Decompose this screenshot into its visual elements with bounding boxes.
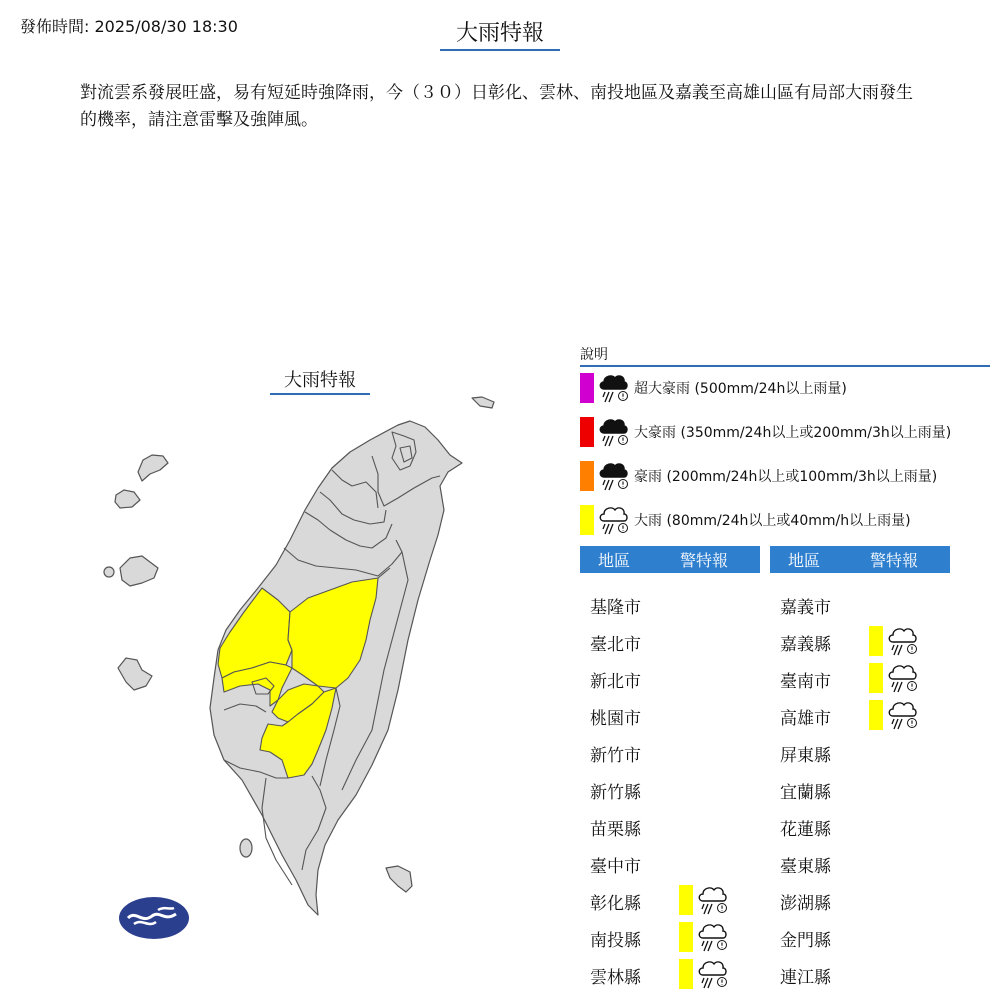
warning-swatch <box>679 922 693 952</box>
warning-description: 對流雲系發展旺盛，易有短延時強降雨，今（３０）日彰化、雲林、南投地區及嘉義至高雄山區有局部大雨發生的機率，請注意雷擊及強陣風。 <box>80 83 913 130</box>
region-name: 金門縣 <box>780 931 831 951</box>
legend-label: 大雨 (80mm/24h以上或40mm/h以上雨量) <box>634 513 911 529</box>
legend-item <box>580 373 847 403</box>
warning-swatch <box>869 663 883 693</box>
rain-outline-icon <box>887 663 919 693</box>
legend-item <box>580 417 951 447</box>
column-header-warning: 警特報 <box>680 551 729 570</box>
legend-label: 豪雨 (200mm/24h以上或100mm/3h以上雨量) <box>634 469 938 485</box>
column-header-region: 地區 <box>788 551 821 570</box>
penghu-small-1 <box>115 490 140 508</box>
penghu-islands <box>120 556 158 586</box>
region-name: 新竹縣 <box>590 783 641 803</box>
lanyu-island <box>386 866 412 892</box>
region-name: 彰化縣 <box>590 894 641 914</box>
legend-color-swatch <box>580 461 594 491</box>
legend-color-swatch <box>580 505 594 535</box>
legend-label: 大豪雨 (350mm/24h以上或200mm/3h以上雨量) <box>634 425 952 441</box>
guishan-island <box>472 397 494 408</box>
heavy-rain-dark-icon <box>598 461 630 491</box>
region-name: 苗栗縣 <box>590 820 641 840</box>
page-title: 大雨特報 <box>440 16 560 51</box>
region-name: 基隆市 <box>590 598 641 618</box>
map-title: 大雨特報 <box>270 366 370 395</box>
region-name: 高雄市 <box>780 709 831 729</box>
heavy-rain-dark-icon <box>598 417 630 447</box>
heavy-rain-dark-icon <box>598 373 630 403</box>
region-name: 澎湖縣 <box>780 894 831 914</box>
region-name: 新北市 <box>590 672 641 692</box>
cwa-logo <box>118 896 190 940</box>
region-name: 宜蘭縣 <box>780 783 831 803</box>
table-header-left <box>580 546 760 573</box>
region-name: 南投縣 <box>590 931 641 951</box>
table-header-right <box>770 546 950 573</box>
issue-time: 發佈時間: 2025/08/30 18:30 <box>20 17 238 36</box>
rain-outline-icon <box>697 959 729 989</box>
warning-swatch <box>869 700 883 730</box>
rain-outline-icon <box>887 626 919 656</box>
penghu-south <box>118 658 152 690</box>
rain-outline-icon <box>598 505 630 535</box>
region-name: 雲林縣 <box>590 968 641 988</box>
rain-outline-icon <box>697 885 729 915</box>
region-name: 連江縣 <box>780 968 831 988</box>
column-header-warning: 警特報 <box>870 551 919 570</box>
rain-outline-icon <box>887 700 919 730</box>
warning-swatch <box>869 626 883 656</box>
region-name: 嘉義縣 <box>780 635 831 655</box>
legend-item <box>580 461 937 491</box>
taiwan-warning-map <box>90 390 510 930</box>
legend-item <box>580 505 911 535</box>
penghu-small-2 <box>104 567 114 577</box>
legend-header: 說明 <box>580 344 990 367</box>
region-name: 嘉義市 <box>780 598 831 618</box>
region-name: 屏東縣 <box>780 746 831 766</box>
region-name: 臺北市 <box>590 635 641 655</box>
warning-swatch <box>679 885 693 915</box>
legend-color-swatch <box>580 373 594 403</box>
warning-swatch <box>679 959 693 989</box>
region-name: 臺中市 <box>590 857 641 877</box>
legend-label: 超大豪雨 (500mm/24h以上雨量) <box>634 381 847 397</box>
column-header-region: 地區 <box>598 551 631 570</box>
penghu-north <box>138 455 168 481</box>
region-name: 花蓮縣 <box>780 820 831 840</box>
region-name: 臺東縣 <box>780 857 831 877</box>
region-name: 桃園市 <box>590 709 641 729</box>
region-name: 臺南市 <box>780 672 831 692</box>
rain-outline-icon <box>697 922 729 952</box>
region-name: 新竹市 <box>590 746 641 766</box>
liuqiu-island <box>240 839 252 857</box>
legend-color-swatch <box>580 417 594 447</box>
